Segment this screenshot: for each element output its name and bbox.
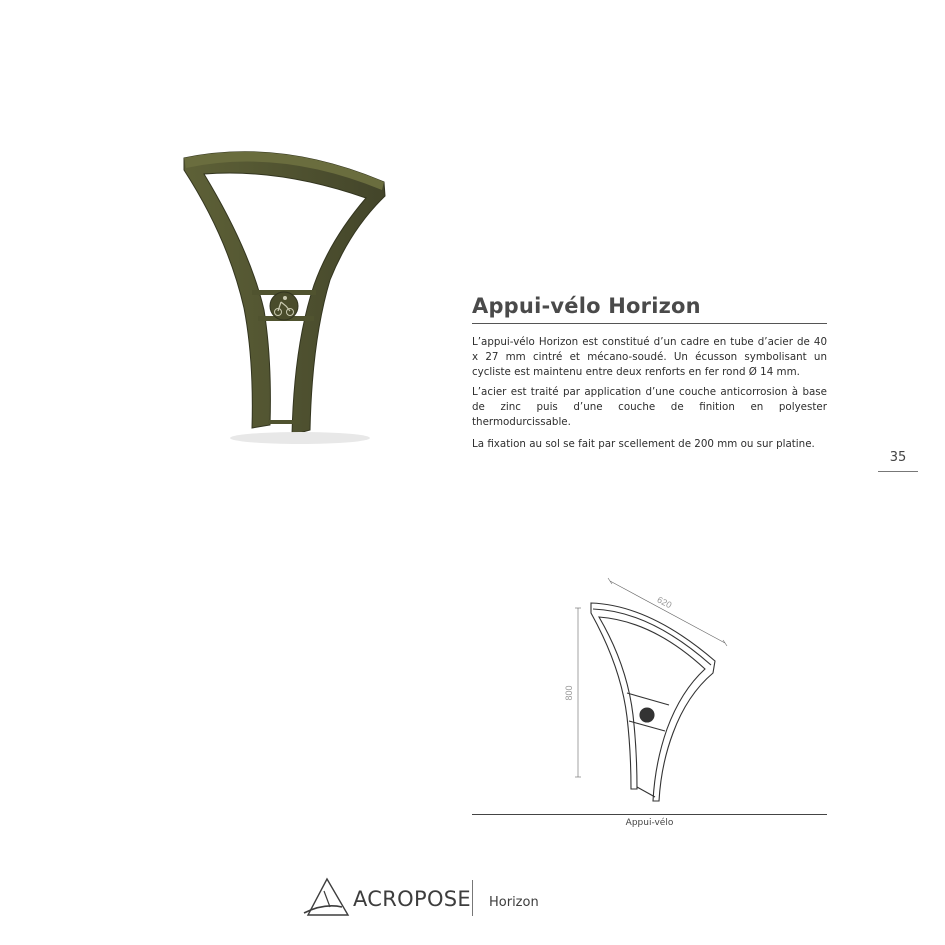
description-paragraph-3: La fixation au sol se fait par scellement de 200 mm ou sur platine. bbox=[472, 438, 815, 450]
brand-name: ACROPOSE bbox=[353, 887, 471, 911]
description-paragraph-2: L’acier est traité par application d’une couche anticorrosion à base de zinc puis d’une couche de finition en polyester thermodurcissable. bbox=[472, 386, 827, 428]
footer-product-name: Horizon bbox=[489, 895, 539, 910]
width-dimension-label: 620 bbox=[655, 594, 674, 611]
width-dimension-line bbox=[610, 581, 725, 643]
drawing-divider bbox=[472, 814, 827, 815]
technical-drawing bbox=[555, 575, 745, 810]
product-render-image bbox=[160, 140, 400, 460]
acropose-logo-icon bbox=[302, 877, 352, 919]
drawing-caption: Appui-vélo bbox=[625, 818, 674, 828]
footer-divider bbox=[472, 880, 473, 916]
page-number-rule bbox=[878, 471, 918, 472]
height-dimension-label: 800 bbox=[564, 685, 574, 701]
rack-outline bbox=[591, 603, 715, 801]
description-paragraph-1: L’appui-vélo Horizon est constitué d’un cadre en tube d’acier de 40 x 27 mm cintré et mécano-soudé. Un écusson symbolisant un cycliste est maintenu entre deux renforts en fer rond Ø 14 mm. bbox=[472, 336, 827, 378]
title-divider bbox=[472, 323, 827, 324]
page-title: Appui-vélo Horizon bbox=[472, 294, 701, 318]
page-number: 35 bbox=[889, 450, 907, 465]
